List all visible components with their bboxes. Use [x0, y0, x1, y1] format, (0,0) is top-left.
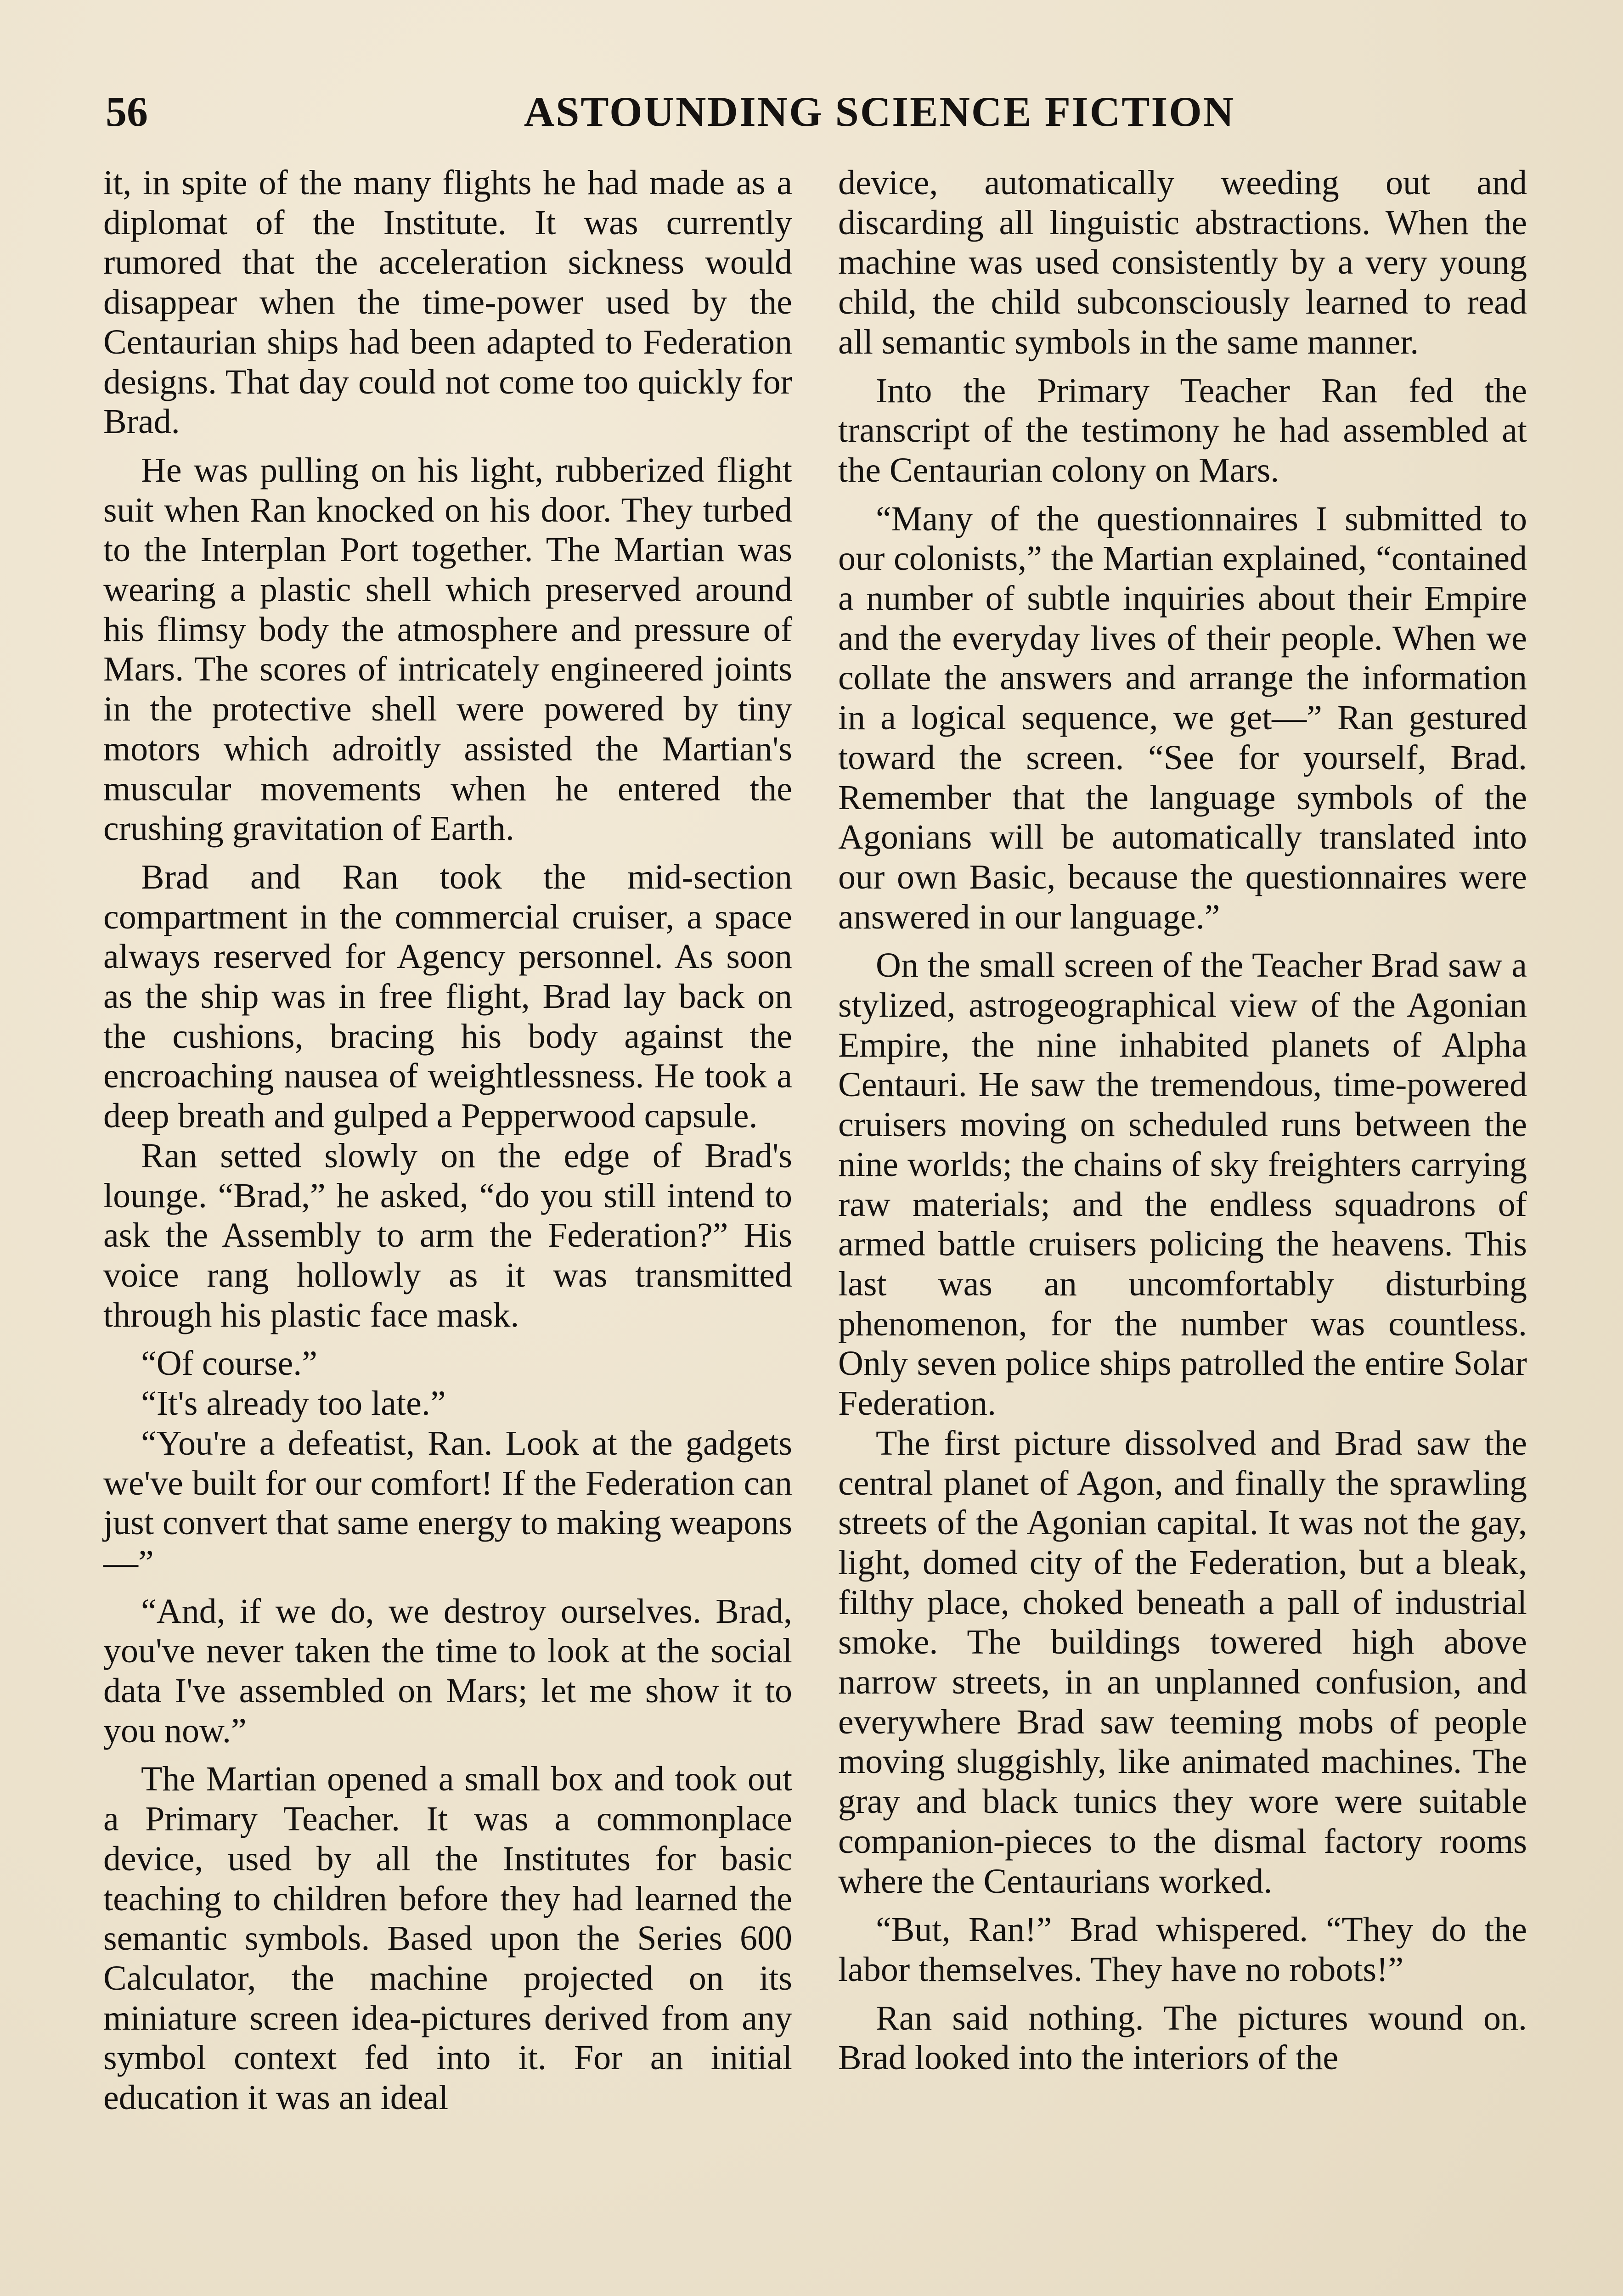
paragraph: On the small screen of the Teacher Brad saw a stylized, astrogeographical view of the Agonian Empire, the nine inhabited planets of Alpha Centauri. He saw the tremendous, time-powered cruisers moving on scheduled runs between the nine worlds; the chains of sky freighters carrying raw materials; and the endless squadrons of armed battle cruisers policing the heavens. This last was an uncomfortably disturbing phenomenon, for the number was countless. Only seven police ships patrolled the entire Solar Federation. — [838, 946, 1527, 1423]
paragraph: The first picture dissolved and Brad saw the central planet of Agon, and finally the sprawling streets of the Agonian capital. It was not the gay, light, domed city of the Federation, but a bleak, filthy place, choked beneath a pall of industrial smoke. The buildings towered high above narrow streets, in an unplanned confusion, and everywhere Brad saw teeming mobs of people moving sluggishly, like animated machines. The gray and black tunics they wore were suitable companion-pieces to the dismal factory rooms where the Centaurians worked. — [838, 1424, 1527, 1901]
paragraph: “But, Ran!” Brad whispered. “They do the labor themselves. They have no robots!” — [838, 1910, 1527, 1989]
left-column — [103, 163, 792, 2296]
paragraph: Ran said nothing. The pictures wound on. Brad looked into the interiors of the — [838, 1998, 1527, 2077]
paragraph: “And, if we do, we destroy ourselves. Brad, you've never taken the time to look at the social data I've assembled on Mars; let me show it to you now.” — [103, 1592, 792, 1750]
paragraph: Ran setted slowly on the edge of Brad's lounge. “Brad,” he asked, “do you still intend to ask the Assembly to arm the Federation?” His voice rang hollowly as it was transmitted through his plastic face mask. — [103, 1136, 792, 1334]
paragraph: He was pulling on his light, rubberized flight suit when Ran knocked on his door. They turbed to the Interplan Port together. The Martian was wearing a plastic shell which preserved around his flimsy body the atmosphere and pressure of Mars. The scores of intricately engineered joints in the protective shell were powered by tiny motors which adroitly assisted the Martian's muscular movements when he entered the crushing gravitation of Earth. — [103, 450, 792, 848]
paragraph: it, in spite of the many flights he had made as a diplomat of the Institute. It was currently rumored that the acceleration sickness would disappear when the time-power used by the Centaurian ships had been adapted to Federation designs. That day could not come too quickly for Brad. — [103, 163, 792, 441]
paragraph: “It's already too late.” — [141, 1384, 446, 1423]
right-column — [838, 163, 1527, 2296]
paragraph: “Many of the questionnaires I submitted to our colonists,” the Martian explained, “contained a number of subtle inquiries about their Empire and the everyday lives of their people. When we collate the answers and arrange the information in a logical sequence, we get—” Ran gestured toward the screen. “See for yourself, Brad. Remember that the language symbols of the Agonians will be automatically translated into our own Basic, because the questionnaires were answered in our language.” — [838, 499, 1527, 936]
running-head: ASTOUNDING SCIENCE FICTION — [524, 88, 1235, 135]
page-header — [106, 83, 1534, 142]
paragraph: Brad and Ran took the mid-section compartment in the commercial cruiser, a space always reserved for Agency personnel. As soon as the ship was in free flight, Brad lay back on the cushions, bracing his body against the encroaching nausea of weightlessness. He took a deep breath and gulped a Pepperwood capsule. — [103, 857, 792, 1136]
page-number: 56 — [106, 88, 148, 135]
paragraph: “You're a defeatist, Ran. Look at the gadgets we've built for our comfort! If the Federation can just convert that same energy to making weapons—” — [103, 1424, 792, 1582]
paragraph: Into the Primary Teacher Ran fed the transcript of the testimony he had assembled at the Centaurian colony on Mars. — [838, 371, 1527, 490]
paragraph: “Of course.” — [141, 1344, 318, 1383]
paragraph: device, automatically weeding out and discarding all linguistic abstractions. When the machine was used consistently by a very young child, the child subconsciously learned to read all semantic symbols in the same manner. — [838, 163, 1527, 361]
paragraph: The Martian opened a small box and took out a Primary Teacher. It was a commonplace device, used by all the Institutes for basic teaching to children before they had learned the semantic symbols. Based upon the Series 600 Calculator, the machine projected on its miniature screen idea-pictures derived from any symbol context fed into it. For an initial education it was an ideal — [103, 1760, 792, 2117]
